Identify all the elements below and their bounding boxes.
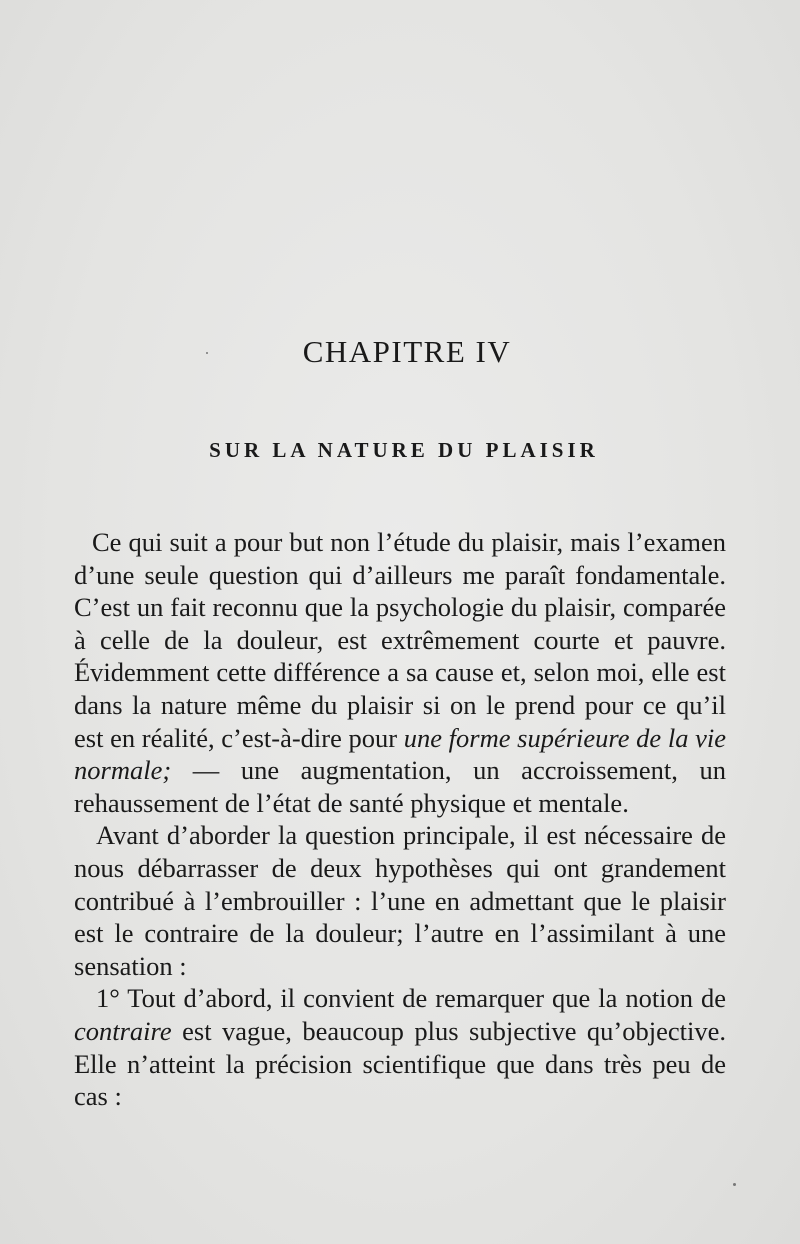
paragraph-1-text-end: — une augmentation, un accroissement, un rehaussement de l’état de santé physique et mentale. [74, 755, 726, 818]
body-text [74, 526, 726, 1113]
paragraph-1-text: Ce qui suit a pour but non l’étude du plaisir, mais l’examen d’une seule question qui d’ailleurs me paraît fondamentale. C’est un fait reconnu que la psychologie du plaisir, comparée à celle de la douleur, est extrêmement courte et pauvre. Évidemment cette différence a sa cause et, selon moi, elle est dans la nature même du plaisir si on le prend pour ce qu’il est en réalité, c’est-à-dire pour [74, 527, 726, 753]
paper-speck [733, 1183, 736, 1186]
paragraph-2: Avant d’aborder la question principale, il est nécessaire de nous débarrasser de deux hypothèses qui ont grandement contribué à l’embrouiller : l’une en admettant que le plaisir est le contraire de la douleur; l’autre en l’assimilant à une sensation : [74, 820, 726, 981]
paragraph-1-emphasis: une forme supérieure de la vie normale; [74, 722, 726, 786]
paragraph-3-text: 1° Tout d’abord, il convient de remarquer que la notion de [96, 983, 726, 1014]
paragraph-3-emphasis: contraire [74, 1015, 172, 1046]
chapter-heading: CHAPITRE IV [302, 334, 512, 369]
chapter-subtitle: SUR LA NATURE DU PLAISIR [209, 438, 599, 462]
paragraph-3 [74, 982, 726, 1112]
paragraph-3-text-end: est vague, beaucoup plus subjective qu’objective. Elle n’atteint la précision scientifique que dans très peu de cas : [74, 1015, 726, 1112]
paragraph-1 [74, 526, 726, 819]
